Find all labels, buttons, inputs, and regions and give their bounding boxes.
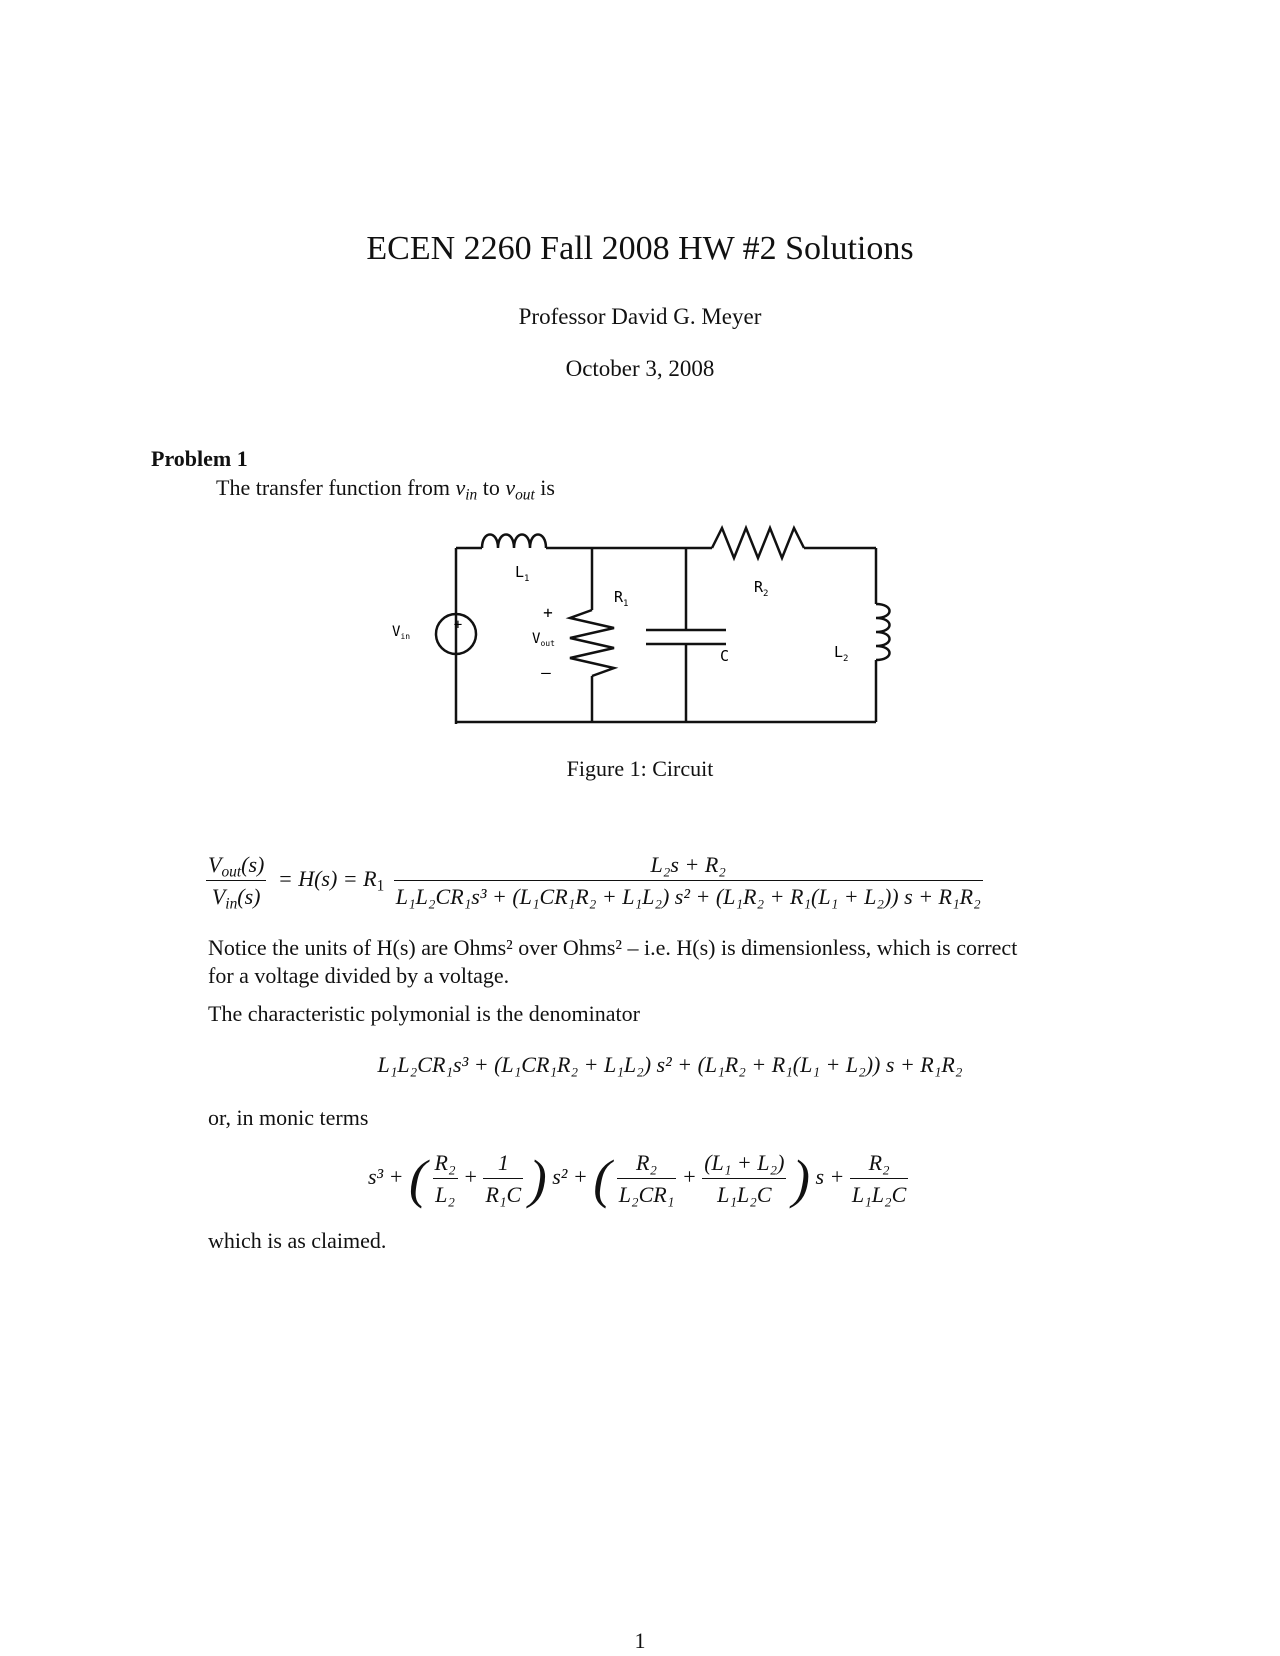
inductor-l1-symbol xyxy=(482,535,546,549)
intro-v-in: $v_{in}$ xyxy=(455,475,478,504)
intro-v-out: $v_{out}$ xyxy=(505,475,535,504)
monic-fraction-4: $\frac{\text{(L₁ + L₂)}}{\text{L₁L₂C}}$ xyxy=(704,1150,785,1207)
monic-s3: s³ + xyxy=(368,1164,404,1190)
monic-fraction-1: $\frac{\text{R₂}}{\text{L₂}}$ xyxy=(434,1150,456,1207)
label-r2: $R_2$ xyxy=(754,578,769,599)
problem-heading: Problem 1 xyxy=(151,446,248,471)
monic-text: or, in monic terms xyxy=(208,1105,369,1130)
notice-line-1: Notice the units of H(s) are Ohms² over Ohms² – i.e. H(s) is dimensionless, which is correct xyxy=(208,935,1018,960)
intro-is: is xyxy=(540,475,555,500)
closing-text: which is as claimed. xyxy=(208,1228,387,1253)
label-vin: $V_{in}$ xyxy=(392,624,411,641)
page-number: 1 xyxy=(634,1628,646,1653)
resistor-r1-symbol xyxy=(570,610,614,676)
monic-s2: s² + xyxy=(552,1164,588,1190)
vout-plus-sign: + xyxy=(543,603,553,622)
tf-lhs-fraction: $\frac{V_{out}(s)}{V_{in}(s)}$ xyxy=(208,852,265,913)
monic-plus-2: + xyxy=(681,1164,697,1190)
label-l2: $L_2$ xyxy=(834,643,849,664)
tf-numerator: L₂s + R₂ xyxy=(650,852,726,877)
characteristic-polynomial: L₁L₂CR₁s³ + (L₁CR₁R₂ + L₁L₂) s² + (L₁R₂ + R₁(L₁ + L₂)) s + R₁R₂ xyxy=(377,1052,963,1077)
document-date: October 3, 2008 xyxy=(565,356,715,381)
vout-minus-sign: – xyxy=(541,663,551,682)
notice-line-2: for a voltage divided by a voltage. xyxy=(208,963,510,988)
right-paren-2: ) xyxy=(791,1149,810,1209)
tf-equals-h: = H(s) = R xyxy=(277,866,377,892)
monic-fraction-5: $\frac{\text{R₂}}{\text{L₁L₂C}}$ xyxy=(851,1150,907,1207)
char-poly-text: The characteristic polymonial is the denominator xyxy=(208,1001,640,1026)
right-paren-1: ) xyxy=(528,1149,547,1209)
tf-rhs-fraction xyxy=(394,852,983,910)
transfer-function-equation: $\frac{V_{out}(s)}{V_{in}(s)}$ = $H(s) = R_1$ L₂s + R₂ L₁L₂CR₁s³ + (L₁CR₁R₂ + L₁L₂) s² + (L₁R₂ + R₁(L₁ + L₂)) s + R₁R₂ xyxy=(208,852,981,913)
tf-denominator: L₁L₂CR₁s³ + (L₁CR₁R₂ + L₁L₂) s² + (L₁R₂ + R₁(L₁ + L₂)) s + R₁R₂ xyxy=(394,880,983,910)
monic-fraction-2: $\frac{1}{\text{R₁C}}$ xyxy=(485,1150,522,1207)
document-title: ECEN 2260 Fall 2008 HW #2 Solutions xyxy=(366,230,914,267)
label-c: C xyxy=(720,647,730,665)
label-vout: $V_{out}$ xyxy=(532,631,555,648)
monic-fraction-3: $\frac{\text{R₂}}{\text{L₂CR₁}}$ xyxy=(618,1150,675,1207)
monic-plus-1: + xyxy=(463,1164,478,1190)
document-author: Professor David G. Meyer xyxy=(518,304,762,329)
monic-polynomial xyxy=(368,1150,908,1208)
left-paren-2: ( xyxy=(593,1149,612,1209)
intro-to: to xyxy=(482,475,500,500)
resistor-r2-symbol xyxy=(712,528,804,558)
circuit-diagram xyxy=(0,0,1280,760)
inductor-l2-symbol xyxy=(876,604,890,660)
monic-s1: s + xyxy=(815,1164,845,1190)
figure-caption: Figure 1: Circuit xyxy=(566,756,714,781)
label-l1: $L_1$ xyxy=(515,563,530,584)
notice-paragraph xyxy=(208,934,1248,990)
source-plus-sign: + xyxy=(453,617,463,633)
intro-text: The transfer function from xyxy=(216,475,450,500)
left-paren-1: ( xyxy=(409,1149,427,1209)
label-r1: $R_1$ xyxy=(614,588,629,609)
